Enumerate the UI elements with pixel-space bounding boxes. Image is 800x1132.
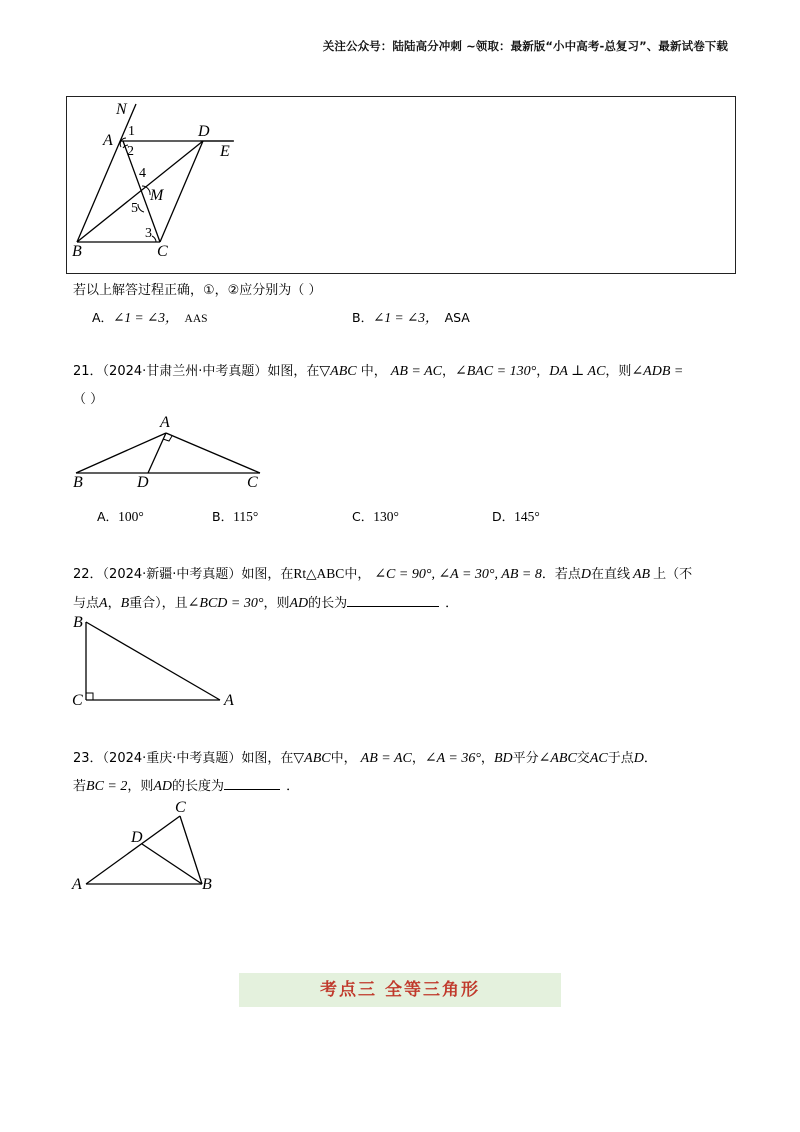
q21-number: 21．	[73, 364, 103, 379]
q22-text: 上（不	[653, 567, 693, 582]
q23-angle: ∠ABC	[538, 751, 577, 766]
q22-source: （2024·新疆·中考真题）如图，在	[102, 567, 294, 582]
q23-number: 23．	[73, 751, 103, 766]
q23-label-A: A	[72, 876, 82, 893]
q21-answer-paren: （ ）	[73, 392, 104, 407]
option-math: ∠1 = ∠3，	[373, 310, 439, 325]
q22-number: 22．	[73, 567, 103, 582]
q22-label-B: B	[73, 614, 83, 631]
q23-cond2: ∠A = 36°	[424, 751, 481, 766]
q23-bd: BD	[493, 751, 513, 766]
q23-end: ．	[643, 751, 657, 766]
q21-text: 中，	[356, 364, 387, 379]
label-1: 1	[128, 124, 135, 139]
q21-option-a[interactable]	[97, 507, 144, 525]
q23-sep: ，	[480, 751, 494, 766]
option-letter: C．	[352, 509, 374, 524]
q21-cond1: AB = AC	[390, 364, 442, 379]
header-promo-text: 关注公众号：陆陆高分冲刺 ~领取：最新版“小中高考-总复习”、最新试卷下载	[322, 39, 728, 53]
q23-bc: BC = 2	[86, 779, 128, 794]
q22-text: ．若点	[541, 567, 581, 582]
q23-answer-blank[interactable]	[224, 777, 280, 790]
q22-text: 在直线	[590, 567, 630, 582]
option-value: 145°	[514, 509, 540, 524]
q22-point-a: A	[99, 596, 108, 611]
q21-label-D: D	[137, 474, 149, 491]
q22-ad: AD	[289, 596, 309, 611]
section-banner	[239, 973, 561, 1007]
q22-text: ，则	[263, 596, 290, 611]
q23-text: 中，	[330, 751, 357, 766]
q22-question-line1	[73, 563, 692, 583]
q22-triangle: Rt△ABC	[293, 566, 345, 581]
q22-line-ab: AB	[632, 567, 651, 582]
q21-question	[73, 360, 683, 380]
q23-text: 平分	[512, 751, 539, 766]
q22-condition: ∠C = 90°, ∠A = 30°, AB = 8	[374, 567, 542, 582]
section-title: 考点三 全等三角形	[320, 980, 480, 1000]
q23-sep: ，	[411, 751, 425, 766]
q23-ad: AD	[153, 779, 173, 794]
option-value: 115°	[233, 509, 259, 524]
q20-option-a[interactable]	[92, 306, 208, 326]
q23-end: ．	[286, 779, 300, 794]
q22-right-triangle-figure	[80, 618, 230, 704]
q21-triangle: ▽ABC	[319, 364, 357, 379]
q23-text: 于点	[607, 751, 634, 766]
option-letter: B．	[352, 310, 374, 325]
q21-sep: ，	[441, 364, 455, 379]
parallelogram-figure	[66, 96, 306, 272]
label-3: 3	[145, 226, 152, 241]
q21-cond2: ∠BAC = 130°	[454, 364, 537, 379]
q22-point-d: D	[580, 567, 591, 582]
q23-question-line1	[73, 747, 657, 767]
q22-text: 的长为	[308, 596, 348, 611]
q23-point-d: D	[633, 751, 644, 766]
q23-source: （2024·重庆·中考真题）如图，在	[102, 751, 294, 766]
label-2: 2	[127, 144, 134, 159]
q22-text: 中，	[344, 567, 371, 582]
option-extra: AAS	[184, 313, 208, 325]
q21-label-B: B	[73, 474, 83, 491]
option-value: 130°	[373, 509, 399, 524]
q23-triangle-figure	[80, 810, 220, 890]
label-M: M	[150, 187, 164, 204]
label-N: N	[116, 101, 127, 118]
q23-triangle: ▽ABC	[293, 751, 331, 766]
q23-text: 交	[576, 751, 590, 766]
q22-answer-blank[interactable]	[347, 594, 439, 607]
option-letter: D．	[492, 509, 515, 524]
label-E: E	[220, 143, 230, 160]
label-C: C	[157, 243, 168, 260]
q22-sep: ，	[107, 596, 121, 611]
q21-label-A: A	[160, 414, 170, 431]
q23-label-B: B	[202, 876, 212, 893]
q23-cond1: AB = AC	[360, 751, 412, 766]
q23-text: 的长度为	[172, 779, 225, 794]
option-letter: A．	[92, 310, 114, 325]
label-5: 5	[131, 201, 138, 216]
option-letter: A．	[97, 509, 119, 524]
q22-condition2: ∠BCD = 30°	[187, 596, 264, 611]
q23-text: 若	[73, 779, 87, 794]
q22-end: ．	[445, 596, 459, 611]
q21-option-b[interactable]	[212, 507, 258, 525]
option-extra: ASA	[444, 310, 470, 325]
q21-ask: ∠ADB =	[631, 364, 684, 379]
q22-text: 重合），且	[129, 596, 188, 611]
q21-cond3: DA ⊥ AC	[549, 364, 606, 379]
q23-text: ，则	[127, 779, 154, 794]
q21-source: （2024·甘肃兰州·中考真题）如图，在	[102, 364, 320, 379]
q21-text: ，则	[605, 364, 632, 379]
q22-point-b: B	[120, 596, 130, 611]
label-B: B	[72, 243, 82, 260]
q23-label-D: D	[131, 829, 143, 846]
label-D: D	[198, 123, 210, 140]
q20-option-b[interactable]	[352, 306, 470, 326]
q22-label-A: A	[224, 692, 234, 709]
q21-option-d[interactable]	[492, 507, 540, 525]
q20-question-text: 若以上解答过程正确，①，②应分别为（ ）	[73, 283, 322, 298]
label-A: A	[103, 132, 113, 149]
q21-option-c[interactable]	[352, 507, 399, 525]
q22-label-C: C	[72, 692, 83, 709]
q21-triangle-figure	[70, 425, 270, 477]
q22-question-line2	[73, 592, 458, 612]
q23-question-line2	[73, 775, 299, 795]
option-math: ∠1 = ∠3，	[113, 310, 179, 325]
q21-sep: ，	[536, 364, 550, 379]
option-letter: B．	[212, 509, 234, 524]
q22-text: 与点	[73, 596, 100, 611]
q23-ac: AC	[589, 751, 608, 766]
q21-label-C: C	[247, 474, 258, 491]
option-value: 100°	[118, 509, 144, 524]
q23-label-C: C	[175, 799, 186, 816]
label-4: 4	[139, 166, 146, 181]
